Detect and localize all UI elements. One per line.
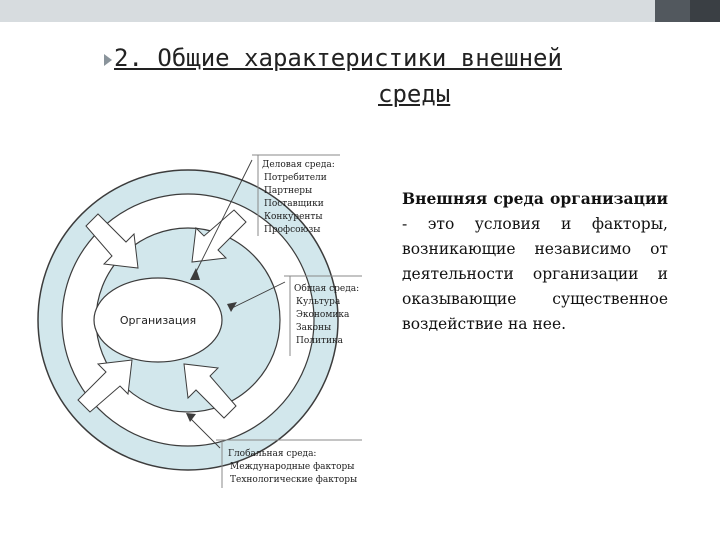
business-env-item: Профсоюзы [264, 225, 321, 235]
general-env-heading: Общая среда: [294, 284, 360, 294]
general-env-callout [294, 283, 359, 346]
business-env-heading: Деловая среда: [262, 160, 335, 170]
general-env-item: Политика [296, 336, 343, 346]
business-env-item: Партнеры [264, 186, 313, 196]
business-env-item: Конкуренты [264, 212, 323, 222]
description-term: Внешняя среда организации [402, 189, 668, 208]
business-env-item: Потребители [264, 173, 327, 183]
description-text [402, 186, 668, 337]
general-env-item: Законы [296, 323, 332, 333]
global-env-item: Международные факторы [230, 462, 355, 472]
organization-label: Организация [119, 314, 197, 327]
general-env-item: Культура [296, 297, 341, 307]
global-env-callout [228, 448, 357, 485]
global-env-item: Технологические факторы [230, 475, 358, 485]
description-body: - это условия и факторы, возникающие независимо от деятельности организации и оказывающие существенное воздействие на нее. [402, 215, 668, 333]
title-line-2: среды [378, 80, 451, 108]
title-line-1: 2. Общие характеристики внешней [114, 44, 562, 72]
global-env-heading: Глобальная среда: [228, 449, 317, 459]
business-env-item: Поставщики [264, 199, 324, 209]
general-env-item: Экономика [296, 310, 350, 320]
